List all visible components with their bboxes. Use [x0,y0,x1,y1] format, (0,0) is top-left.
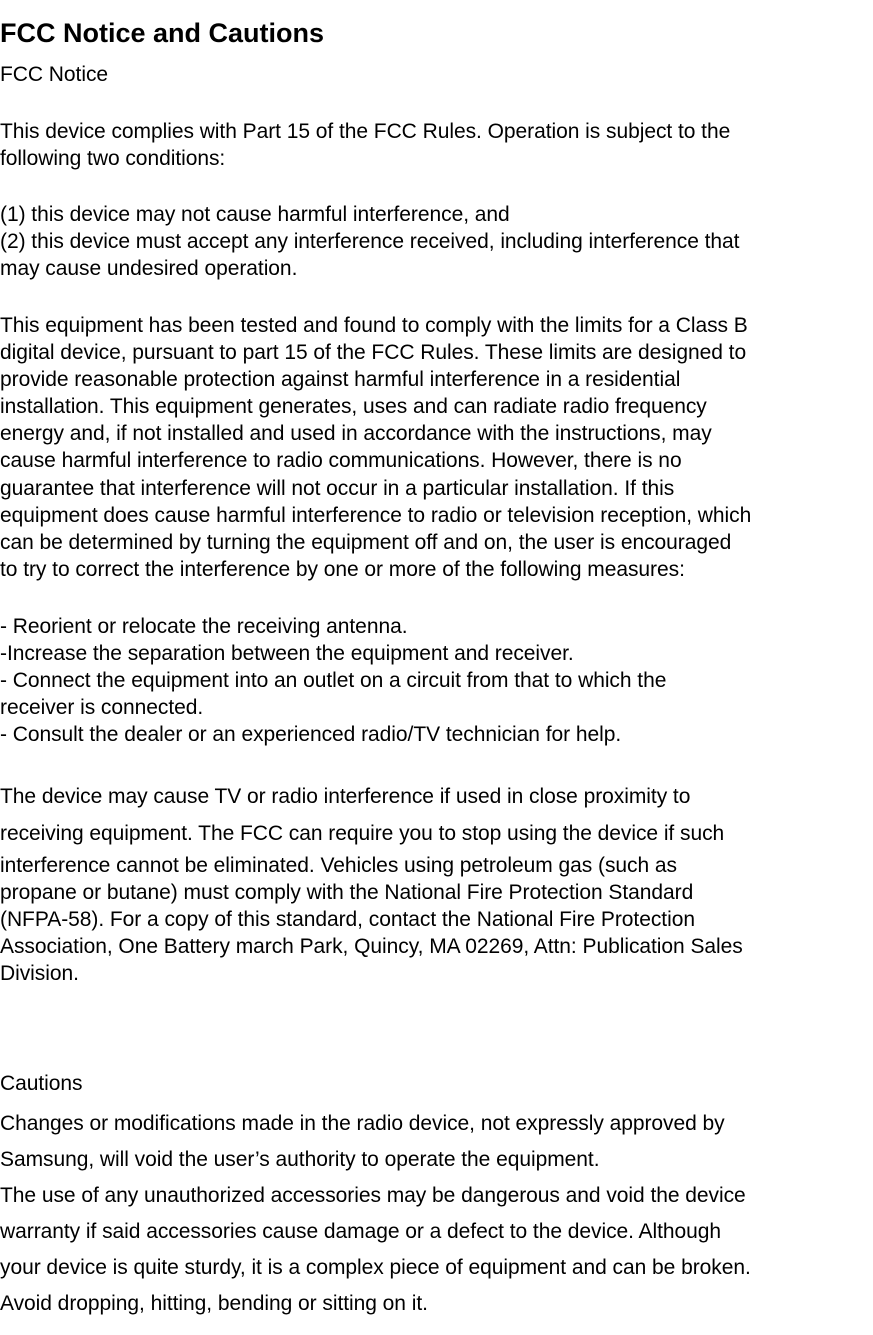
proximity-line: propane or butane) must comply with the National Fire Protection Standard [0,881,694,904]
equipment-line: energy and, if not installed and used in accordance with the instructions, may [0,422,712,445]
equipment-line: provide reasonable protection against harmful interference in a residential [0,368,681,391]
equipment-line: can be determined by turning the equipment off and on, the user is encouraged [0,531,732,554]
measure-line: - Reorient or relocate the receiving antenna. [0,615,408,638]
proximity-line: (NFPA-58). For a copy of this standard, contact the National Fire Protection [0,908,695,931]
proximity-line: interference cannot be eliminated. Vehicles using petroleum gas (such as [0,854,677,877]
proximity-line: The device may cause TV or radio interference if used in close proximity to [0,785,691,808]
measure-line: -Increase the separation between the equipment and receiver. [0,642,574,665]
caution-line: warranty if said accessories cause damage or a defect to the device. Although [0,1220,722,1243]
condition-line: (2) this device must accept any interference received, including interference that [0,230,740,253]
equipment-line: installation. This equipment generates, uses and can radiate radio frequency [0,395,707,418]
proximity-line: Division. [0,962,79,985]
equipment-line: This equipment has been tested and found to comply with the limits for a Class B [0,314,748,337]
equipment-line: digital device, pursuant to part 15 of the FCC Rules. These limits are designed to [0,341,747,364]
equipment-line: to try to correct the interference by one or more of the following measures: [0,558,685,581]
fcc-notice-heading: FCC Notice [0,63,109,86]
caution-line: Samsung, will void the user’s authority to operate the equipment. [0,1148,600,1171]
condition-line: (1) this device may not cause harmful interference, and [0,203,510,226]
equipment-line: cause harmful interference to radio communications. However, there is no [0,449,682,472]
measure-line: - Connect the equipment into an outlet on a circuit from that to which the [0,669,667,692]
proximity-line: Association, One Battery march Park, Quincy, MA 02269, Attn: Publication Sales [0,935,743,958]
measure-line: receiver is connected. [0,696,204,719]
caution-line: your device is quite sturdy, it is a complex piece of equipment and can be broken. [0,1256,751,1279]
equipment-line: guarantee that interference will not occur in a particular installation. If this [0,477,675,500]
condition-line: may cause undesired operation. [0,257,298,280]
intro-line: This device complies with Part 15 of the FCC Rules. Operation is subject to the [0,120,731,143]
cautions-heading: Cautions [0,1072,83,1095]
proximity-line: receiving equipment. The FCC can require you to stop using the device if such [0,822,725,845]
intro-line: following two conditions: [0,147,226,170]
page-title: FCC Notice and Cautions [0,18,325,49]
equipment-line: equipment does cause harmful interference to radio or television reception, which [0,504,752,527]
caution-line: Changes or modifications made in the radio device, not expressly approved by [0,1112,725,1135]
caution-line: Avoid dropping, hitting, bending or sitting on it. [0,1292,428,1315]
measure-line: - Consult the dealer or an experienced radio/TV technician for help. [0,723,622,746]
caution-line: The use of any unauthorized accessories may be dangerous and void the device [0,1184,746,1207]
